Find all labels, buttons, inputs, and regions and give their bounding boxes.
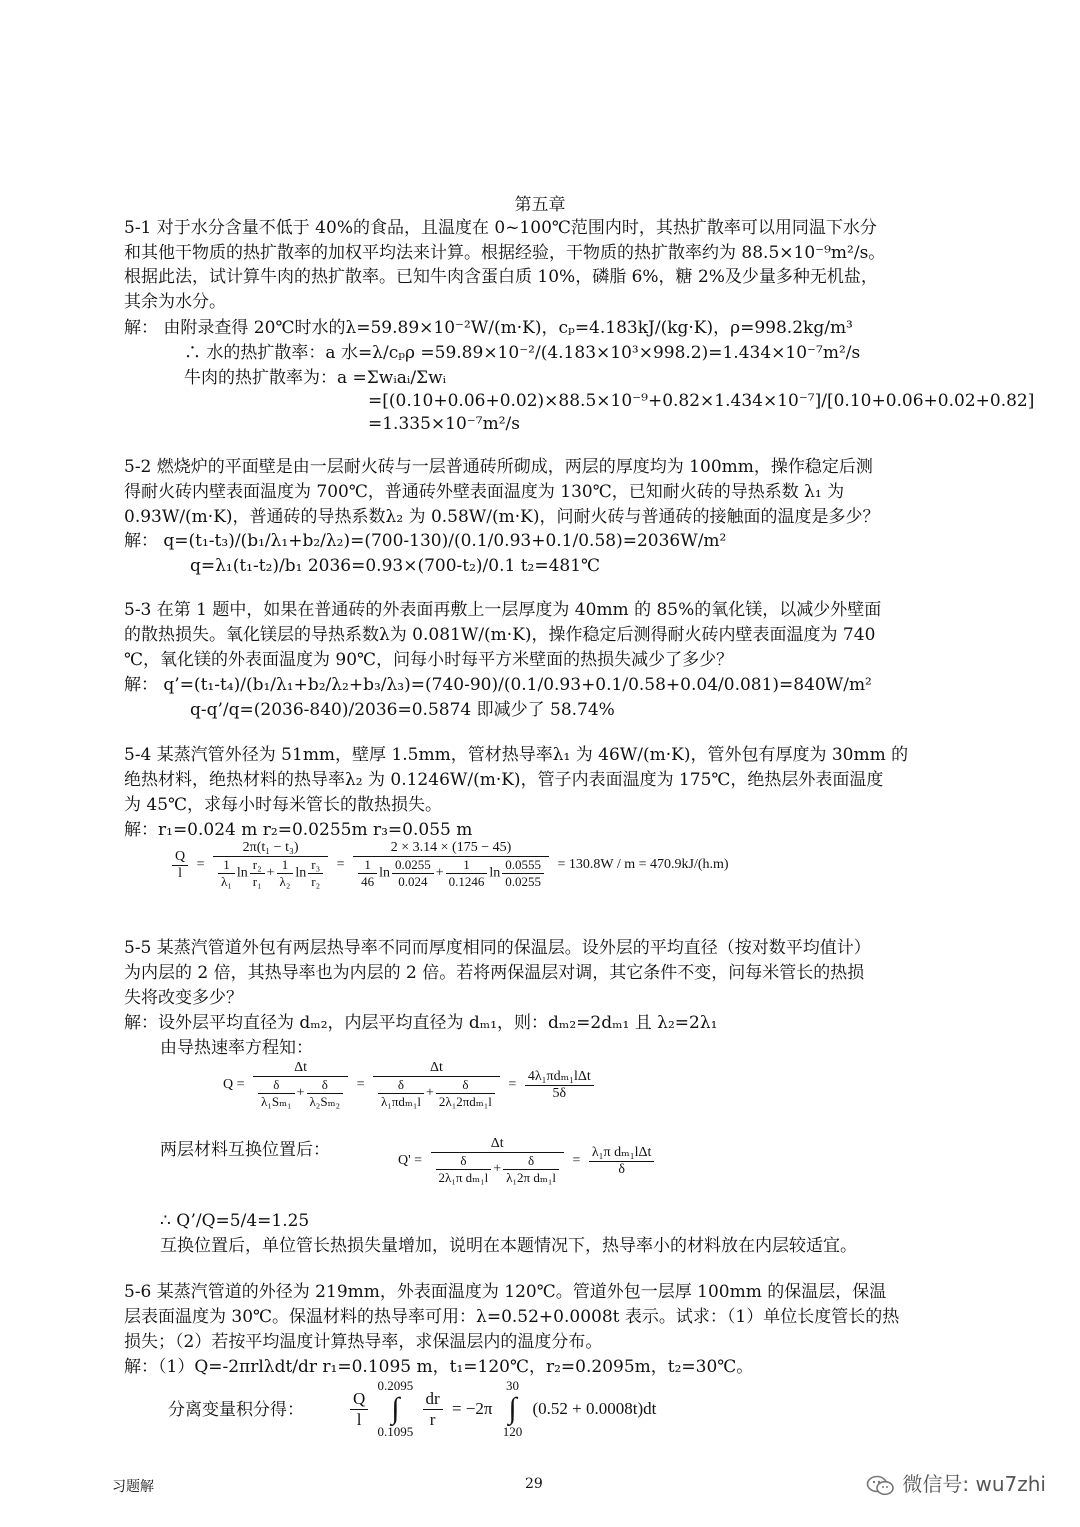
- fraction: $\frac{Q}{l}$: [172, 849, 188, 882]
- footer-label: 习题解: [112, 1479, 154, 1495]
- problem-5-2-line: 0.93W/(m·K)，普通砖的导热系数λ₂ 为 0.58W/(m·K)，问耐火砖与普通砖的接触面的温度是多少？: [124, 507, 880, 527]
- wechat-icon: [866, 1475, 896, 1497]
- problem-5-1-line: 和其他干物质的热扩散率的加权平均法来计算。根据经验，干物质的热扩散率约为 88.5×10⁻⁹m²/s。: [124, 243, 886, 263]
- problem-5-1-line: 其余为水分。: [124, 292, 226, 312]
- solution-5-3-line: 解： q’=(t₁-t₄)/(b₁/λ₁+b₂/λ₂+b₃/λ₃)=(740-90)/(0.1/0.93+0.1/0.58+0.04/0.081)=840W/m²: [124, 675, 872, 695]
- fraction: 2 × 3.14 × (175 − 45) $\frac{1}{46}$ ln $\frac{0.0255}{0.024}$ + $\frac{1}{0.1246}$ ln $\frac{0.0555}{0.0255}$: [353, 840, 549, 890]
- problem-5-3-line: ℃，氧化镁的外表面温度为 90℃，问每小时每平方米壁面的热损失减少了多少？: [124, 650, 734, 670]
- solution-5-3-line: q-q’/q=(2036-840)/2036=0.5874 即减少了 58.74%: [190, 700, 615, 720]
- problem-5-5-line: 5-5 某蒸汽管道外包有两层热导率不同而厚度相同的保温层。设外层的平均直径（按对数平均值计）: [124, 938, 871, 958]
- problem-5-1-line: 根据此法，试计算牛肉的热扩散率。已知牛肉含蛋白质 10%，磷脂 6%，糖 2%及少量多种无机盐，: [124, 267, 878, 287]
- solution-5-4-line: 解：r₁=0.024 m r₂=0.0255m r₃=0.055 m: [124, 820, 473, 840]
- problem-5-5-line: 失将改变多少？: [124, 988, 243, 1008]
- formula-5-4: $\frac{Q}{l}$ = 2π(t₁ − t₃) $\frac{1}{\text{λ₁}}$ ln $\frac{\text{r₂}}{\text{r₁}}$ + $\frac{1}{\text{λ₂}}$ ln $\frac{\text{r₃}}{\text{r₂}}$ = 2 × 3.14 × (175 − 45) $\frac{1}{46}$ ln $\frac{0.0255}{0.024}$ + $\frac{1}{0.1246}$ ln $\frac{0.0555}{0.0255}$ = 130.8W / m = 470.9kJ/(h.m): [170, 840, 732, 890]
- problem-5-6-line: 5-6 某蒸汽管道的外径为 219mm，外表面温度为 120℃。管道外包一层厚 100mm 的保温层，保温: [124, 1282, 887, 1302]
- problem-5-4-line: 绝热材料，绝热材料的热导率λ₂ 为 0.1246W/(m·K)，管子内表面温度为 175℃，绝热层外表面温度: [124, 770, 884, 790]
- fraction: 2π(t₁ − t₃) $\frac{1}{\text{λ₁}}$ ln $\frac{\text{r₂}}{\text{r₁}}$ + $\frac{1}{\text{λ₂}}$ ln $\frac{\text{r₃}}{\text{r₂}}$: [213, 840, 328, 890]
- formula-5-5-q: Q = Δt $\frac{\delta}{\text{λ₁Sₘ₁}}$ + $\frac{\delta}{\text{λ₂Sₘ₂}}$ = Δt $\frac{\delta}{\text{λ₁πdₘ₁l}}$ + $\frac{\delta}{\text{2λ₁2πdₘ₁l}}$ = $\frac{\text{4λ₁πdₘ₁lΔt}}{5\delta}$: [220, 1060, 596, 1110]
- solution-5-1-line: 解： 由附录查得 20℃时水的λ=59.89×10⁻²W/(m·K)，cₚ=4.183kJ/(kg·K)，ρ=998.2kg/m³: [124, 318, 853, 338]
- solution-5-5-line: 由导热速率方程知：: [160, 1038, 313, 1058]
- solution-5-6-line: 解：（1）Q=-2πrlλdt/dr r₁=0.1095 m，t₁=120℃，r₂=0.2095m，t₂=30℃。: [124, 1357, 754, 1377]
- problem-5-2-line: 5-2 燃烧炉的平面壁是由一层耐火砖与一层普通砖所砌成，两层的厚度均为 100mm，操作稳定后测: [124, 457, 873, 477]
- solution-5-1-line: =1.335×10⁻⁷m²/s: [368, 414, 520, 434]
- problem-5-6-line: 层表面温度为 30℃。保温材料的热导率可用：λ=0.52+0.0008t 表示。试求：（1）单位长度管长的热: [124, 1307, 900, 1327]
- solution-5-5-line: ∴ Q’/Q=5/4=1.25: [160, 1211, 310, 1231]
- solution-5-1-line: =[(0.10+0.06+0.02)×88.5×10⁻⁹+0.82×1.434×10⁻⁷]/[0.10+0.06+0.02+0.82]: [368, 391, 1035, 411]
- solution-5-2-line: 解： q=(t₁-t₃)/(b₁/λ₁+b₂/λ₂)=(700-130)/(0.1/0.93+0.1/0.58)=2036W/m²: [124, 531, 727, 551]
- problem-5-4-line: 为 45℃，求每小时每米管长的散热损失。: [124, 795, 443, 815]
- formula-5-5-q-prime: Q' = Δt $\frac{\delta}{\text{2λ₁π dₘ₁l}}$ + $\frac{\delta}{\text{λ₁2π dₘ₁l}}$ = $\frac{\text{λ₁π dₘ₁lΔt}}{\delta}$: [395, 1136, 656, 1186]
- solution-5-6-line: 分离变量积分得：: [168, 1400, 304, 1420]
- problem-5-2-line: 得耐火砖内壁表面温度为 700℃，普通砖外壁表面温度为 130℃，已知耐火砖的导热系数 λ₁ 为: [124, 482, 845, 502]
- solution-5-5-line: 互换位置后，单位管长热损失量增加，说明在本题情况下，热导率小的材料放在内层较适宜。: [160, 1236, 857, 1256]
- problem-5-5-line: 为内层的 2 倍，其热导率也为内层的 2 倍。若将两保温层对调，其它条件不变，问每米管长的热损: [124, 963, 865, 983]
- problem-5-4-line: 5-4 某蒸汽管外径为 51mm，壁厚 1.5mm，管材热导率λ₁ 为 46W/(m·K)，管外包有厚度为 30mm 的: [124, 745, 909, 765]
- wechat-id: 微信号: wu7zhi: [902, 1472, 1046, 1496]
- solution-5-5-line: 解：设外层平均直径为 dₘ₂，内层平均直径为 dₘ₁，则：dₘ₂=2dₘ₁ 且 λ₂=2λ₁: [124, 1013, 718, 1033]
- solution-5-1-line: ∴ 水的热扩散率：a 水=λ/cₚρ =59.89×10⁻²/(4.183×10³×998.2)=1.434×10⁻⁷m²/s: [184, 343, 861, 363]
- problem-5-3-line: 5-3 在第 1 题中，如果在普通砖的外表面再敷上一层厚度为 40mm 的 85%的氧化镁，以减少外壁面: [124, 600, 882, 620]
- chapter-title: 第五章: [514, 195, 566, 215]
- problem-5-3-line: 的散热损失。氧化镁层的导热系数λ为 0.081W/(m·K)，操作稳定后测得耐火砖内壁表面温度为 740: [124, 625, 876, 645]
- solution-5-2-line: q=λ₁(t₁-t₂)/b₁ 2036=0.93×(700-t₂)/0.1 t₂=481℃: [190, 556, 601, 576]
- integral-5-6: $\frac{Q}{l}$ 0.2095 ∫ 0.1095 $\frac{dr}{r}$ = −2π 30 ∫ 120 (0.52 + 0.0008t)dt: [348, 1378, 659, 1440]
- solution-5-1-line: 牛肉的热扩散率为：a =Σwᵢaᵢ/Σwᵢ: [184, 368, 447, 388]
- solution-5-5-line: 两层材料互换位置后：: [160, 1140, 330, 1160]
- problem-5-1-line: 5-1 对于水分含量不低于 40%的食品，且温度在 0~100℃范围内时，其热扩散率可以用同温下水分: [124, 218, 877, 238]
- page-number: 29: [525, 1476, 543, 1492]
- wechat-watermark: [866, 1468, 1046, 1497]
- problem-5-6-line: 损失；（2）若按平均温度计算热导率，求保温层内的温度分布。: [124, 1332, 603, 1352]
